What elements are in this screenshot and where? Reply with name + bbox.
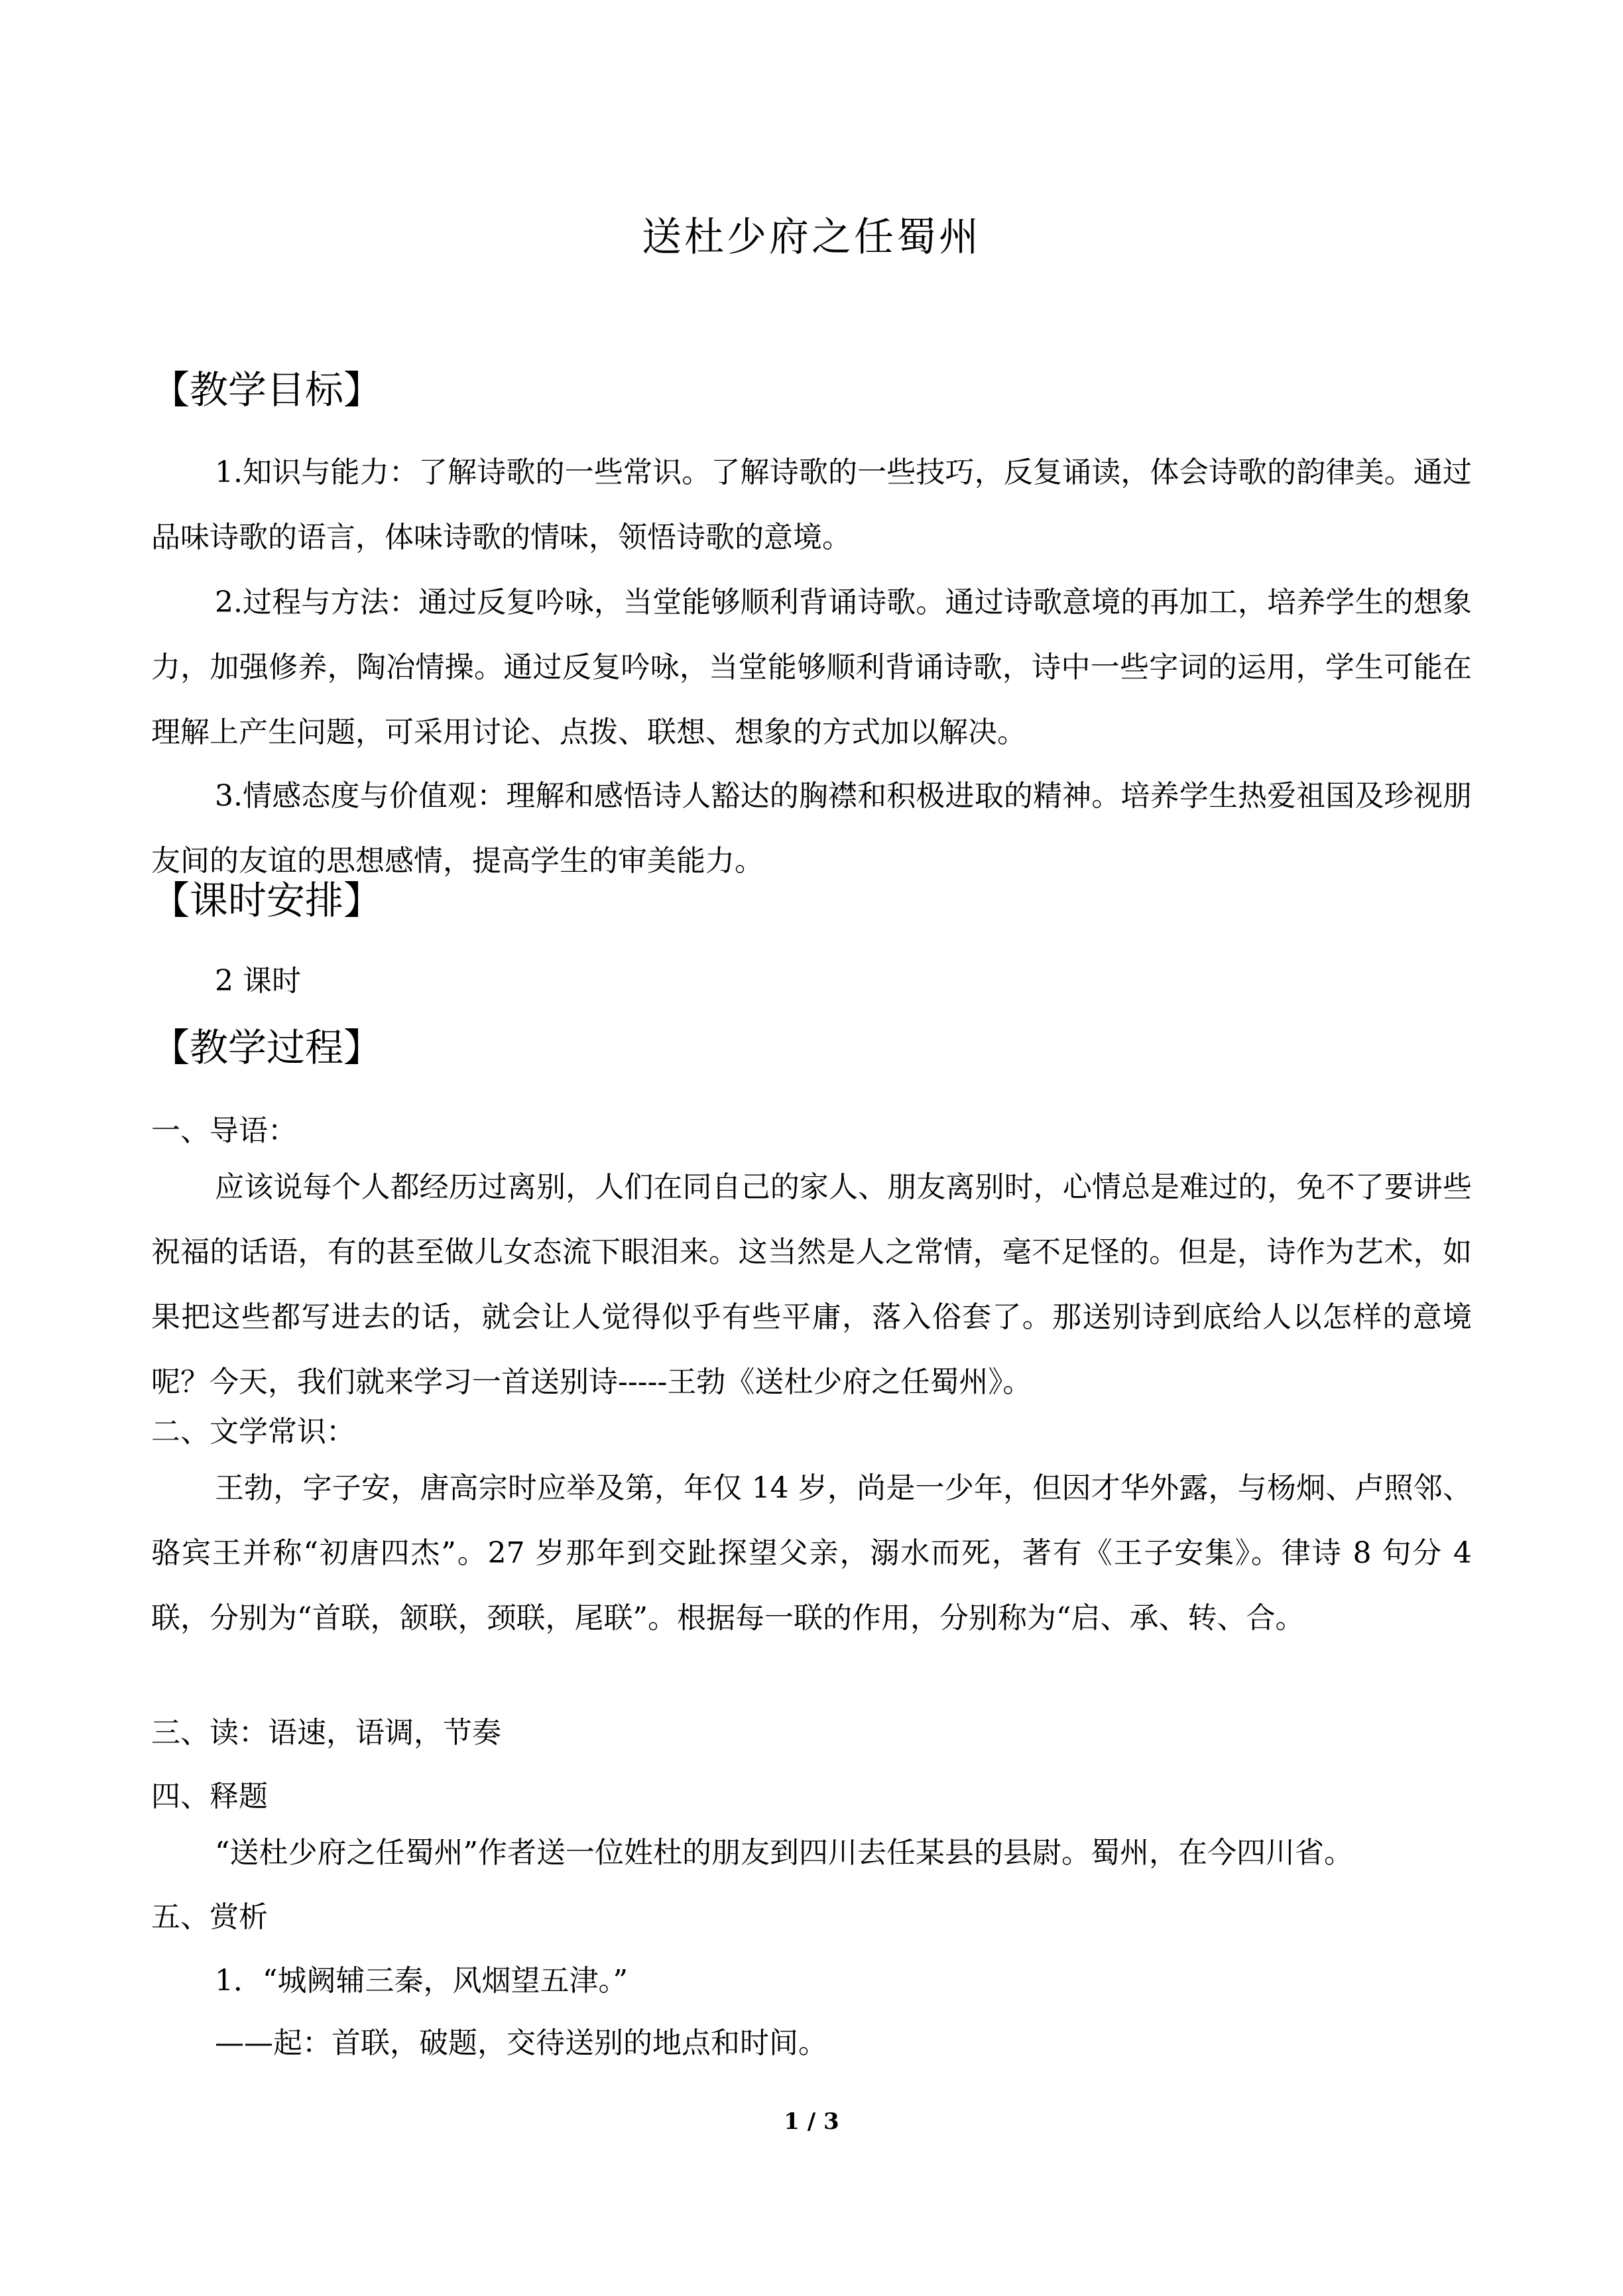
appreciation-line-2: ——起：首联，破题，交待送别的地点和时间。	[215, 2026, 827, 2060]
appreciation-heading: 五、赏析	[151, 1900, 268, 1934]
objective-item-1: 1.知识与能力：了解诗歌的一些常识。了解诗歌的一些技巧，反复诵读，体会诗歌的韵律美。通过品味诗歌的语言，体味诗歌的情味，领悟诗歌的意境。	[151, 455, 1472, 554]
title-explain-text: “送杜少府之任蜀州”作者送一位姓杜的朋友到四川去任某县的县尉。蜀州，在今四川省。	[215, 1836, 1353, 1870]
objective-item-3: 3.情感态度与价值观：理解和感悟诗人豁达的胸襟和积极进取的精神。培养学生热爱祖国及珍视朋友间的友谊的思想感情，提高学生的审美能力。	[151, 779, 1472, 878]
intro-text: 应该说每个人都经历过离别，人们在同自己的家人、朋友离别时，心情总是难过的，免不了要讲些祝福的话语，有的甚至做儿女态流下眼泪来。这当然是人之常情，毫不足怪的。但是，诗作为艺术，如果把这些都写进去的话，就会让人觉得似乎有些平庸，落入俗套了。那送别诗到底给人以怎样的意境呢？今天，我们就来学习一首送别诗-----王勃《送杜少府之任蜀州》。	[151, 1170, 1472, 1399]
appreciation-line-1: 1．“城阙辅三秦，风烟望五津。”	[215, 1964, 628, 1998]
document-title: 送杜少府之任蜀州	[642, 214, 981, 261]
intro-heading: 一、导语：	[151, 1114, 297, 1148]
literature-text: 王勃，字子安，唐高宗时应举及第，年仅 14 岁，尚是一少年，但因才华外露，与杨炯、卢照邻、骆宾王并称“初唐四杰”。27 岁那年到交趾探望父亲，溺水而死，著有《王子安集》。律诗 8 句分 4 联，分别为“首联，颔联，颈联，尾联”。根据每一联的作用，分别称为“启、承、转、合。	[151, 1471, 1472, 1635]
literature-heading: 二、文学常识：	[151, 1415, 355, 1449]
schedule-text: 2 课时	[215, 964, 301, 998]
objectives-heading: 【教学目标】	[151, 367, 383, 412]
process-heading: 【教学过程】	[151, 1025, 383, 1070]
objective-item-2: 2.过程与方法：通过反复吟咏，当堂能够顺利背诵诗歌。通过诗歌意境的再加工，培养学生的想象力，加强修养，陶冶情操。通过反复吟咏，当堂能够顺利背诵诗歌，诗中一些字词的运用，学生可能在理解上产生问题，可采用讨论、点拨、联想、想象的方式加以解决。	[151, 585, 1472, 749]
reading-heading: 三、读：语速，语调，节奏	[151, 1716, 501, 1750]
schedule-heading: 【课时安排】	[151, 878, 383, 923]
page-number: 1 / 3	[784, 2108, 839, 2135]
title-explain-heading: 四、释题	[151, 1780, 268, 1813]
